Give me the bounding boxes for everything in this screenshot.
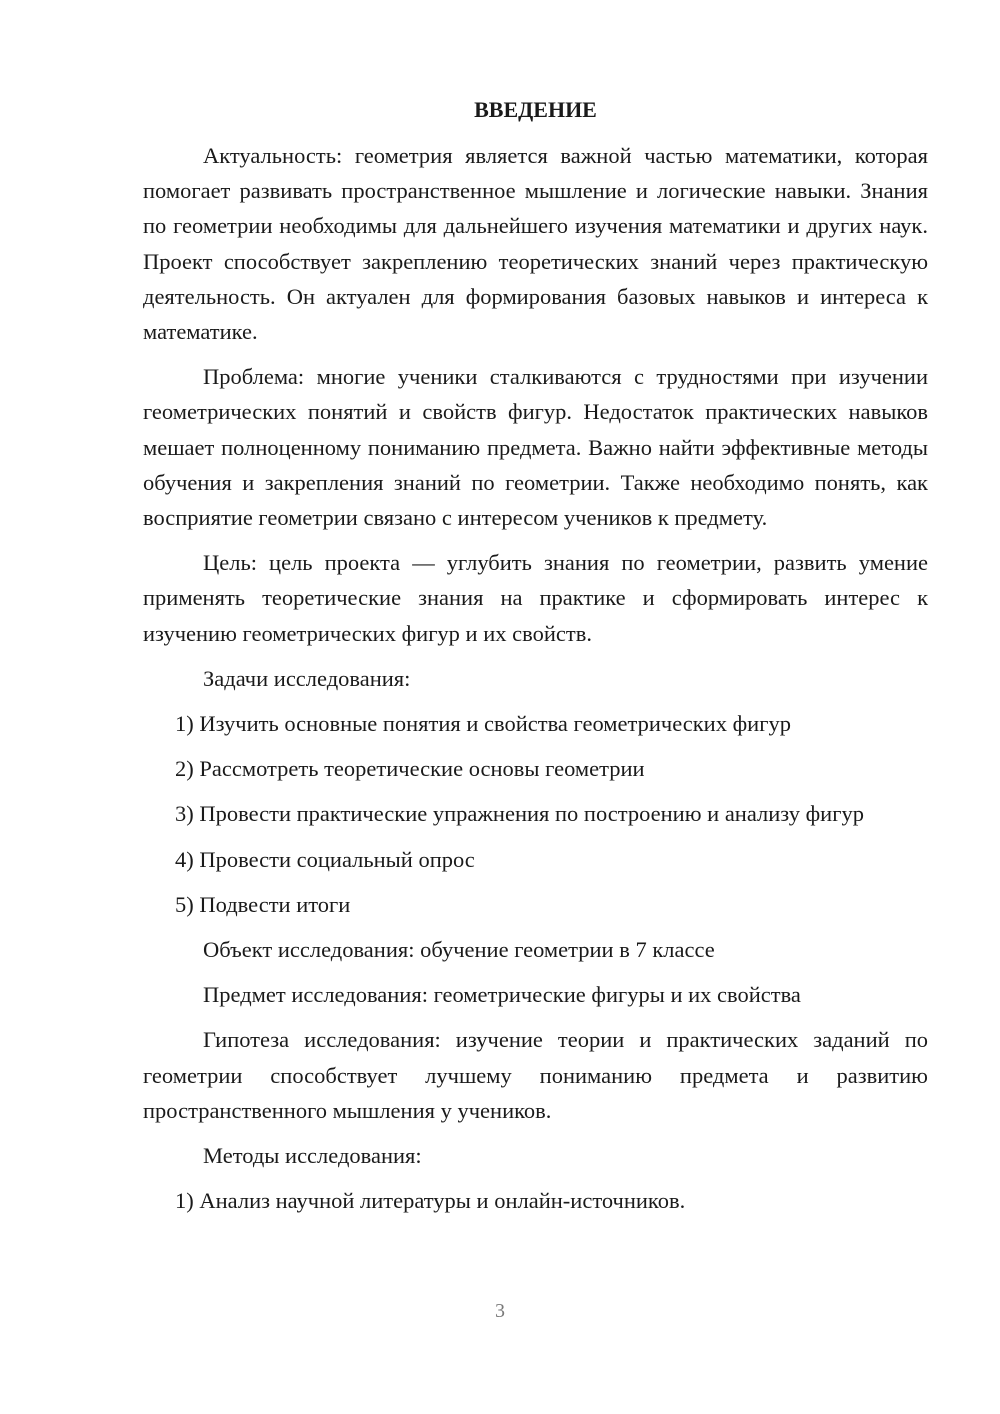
research-subject: Предмет исследования: геометрические фигуры и их свойства xyxy=(203,982,801,1008)
task-item-1: 1) Изучить основные понятия и свойства геометрических фигур xyxy=(175,711,791,737)
task-item-5: 5) Подвести итоги xyxy=(175,891,351,917)
page-number: 3 xyxy=(495,1300,505,1322)
task-item-4: 4) Провести социальный опрос xyxy=(175,846,475,872)
page-content xyxy=(143,90,928,1228)
goal-paragraph: Цель: цель проекта — углубить знания по геометрии, развить умение применять теоретические знания на практике и сформировать интерес к изучению геометрических фигур и их свойств. xyxy=(143,550,928,646)
problem-paragraph: Проблема: многие ученики сталкиваются с трудностями при изучении геометрических понятий и свойств фигур. Недостаток практических навыков мешает полноценному пониманию предмета. Важно найти эффективные методы обучения и закрепления знаний по геометрии. Также необходимо понять, как восприятие геометрии связано с интересом учеников к предмету. xyxy=(143,364,928,531)
tasks-heading: Задачи исследования: xyxy=(203,665,411,691)
task-item-2: 2) Рассмотреть теоретические основы геометрии xyxy=(175,756,645,782)
relevance-paragraph: Актуальность: геометрия является важной частью математики, которая помогает развивать пространственное мышление и логические навыки. Знания по геометрии необходимы для дальнейшего изучения математики и других наук. Проект способствует закреплению теоретических знаний через практическую деятельность. Он актуален для формирования базовых навыков и интереса к математике. xyxy=(143,143,928,345)
methods-heading: Методы исследования: xyxy=(203,1143,422,1169)
task-item-3: 3) Провести практические упражнения по построению и анализу фигур xyxy=(175,801,864,827)
section-title: ВВЕДЕНИЕ xyxy=(474,97,597,122)
method-item-1: 1) Анализ научной литературы и онлайн-источников. xyxy=(175,1188,686,1214)
hypothesis-paragraph: Гипотеза исследования: изучение теории и практических заданий по геометрии способствует лучшему пониманию предмета и развитию пространственного мышления у учеников. xyxy=(143,1027,928,1123)
research-object: Объект исследования: обучение геометрии в 7 классе xyxy=(203,937,715,963)
